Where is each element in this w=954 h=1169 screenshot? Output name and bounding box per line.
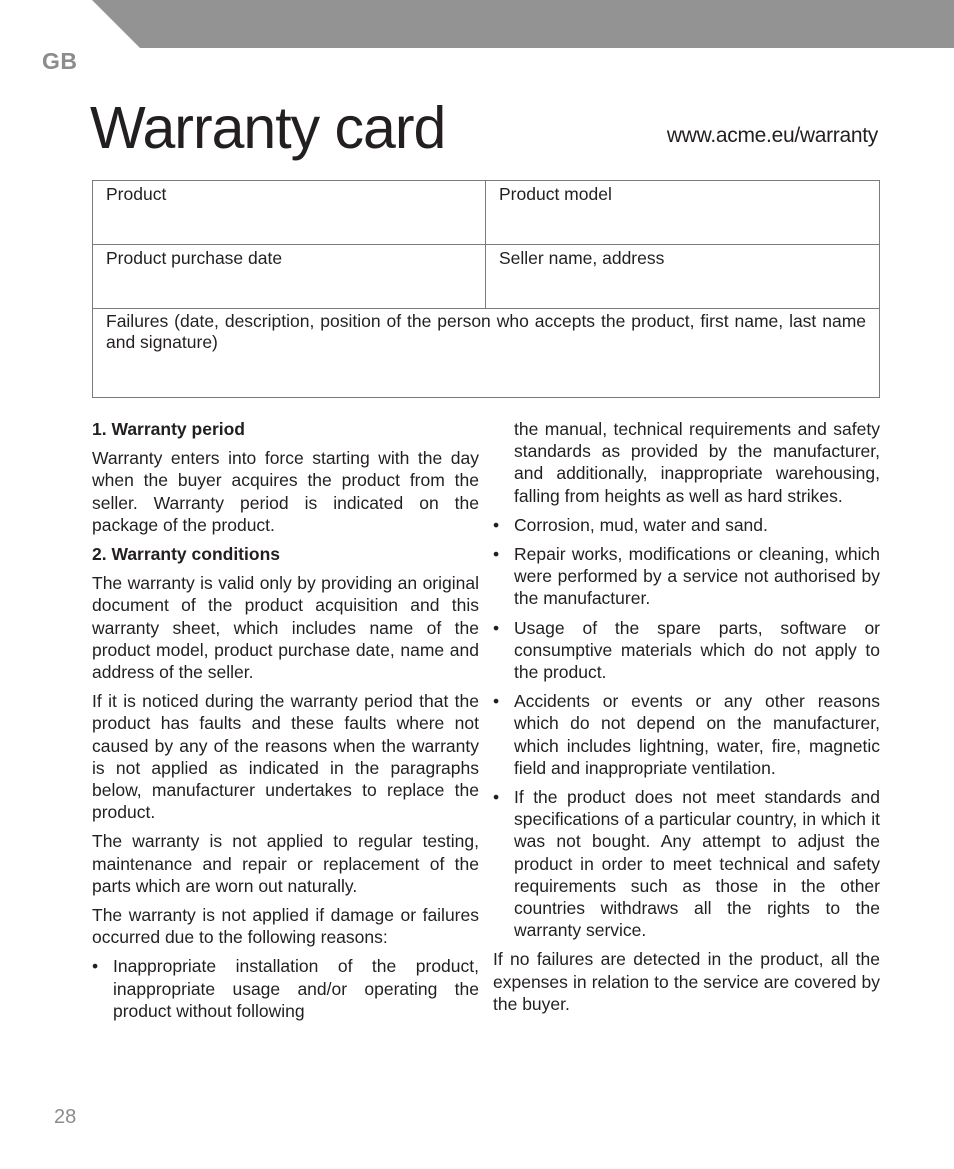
list-item: [493, 690, 880, 779]
bullet-mark: •: [493, 691, 500, 712]
exclusion-list: [493, 514, 880, 942]
product-model-field: Product model: [486, 181, 879, 245]
warranty-url: www.acme.eu/warranty: [666, 124, 878, 147]
bullet-mark: •: [493, 544, 500, 565]
bullet-mark: •: [493, 514, 500, 535]
product-field: Product: [93, 181, 486, 245]
list-item: [493, 617, 880, 684]
list-item-text: Corrosion, mud, water and sand.: [514, 514, 768, 535]
list-item: [493, 543, 880, 610]
language-tag: GB: [42, 48, 78, 74]
left-column: [92, 418, 479, 1029]
conditions-paragraph-3: The warranty is not applied to regular testing, maintenance and repair or replacement of the parts which are worn out naturally.: [92, 831, 479, 896]
right-column: [493, 418, 880, 1022]
exclusion-list-start: [92, 955, 479, 1022]
purchase-date-field: Product purchase date: [93, 245, 486, 309]
list-item-text: If the product does not meet standards and specifications of a particular country, in which it was not bought. Any attempt to adjust the product in order to meet technical and safety requirements such as those in the other countries withdraws all the rights to the warranty service.: [514, 787, 880, 941]
failures-field: Failures (date, description, position of the person who accepts the product, first name, last name and signature): [106, 311, 866, 352]
bullet-mark: •: [493, 617, 500, 638]
list-item-text: Accidents or events or any other reasons which do not depend on the manufacturer, which includes lightning, water, fire, magnetic field and inappropriate ventilation.: [514, 691, 880, 778]
list-item: [493, 514, 880, 536]
list-item-text: Repair works, modifications or cleaning, which were performed by a service not authorised by the manufacturer.: [514, 544, 880, 609]
header-bar: [0, 0, 954, 48]
list-item-continuation: the manual, technical requirements and safety standards as provided by the manufacturer, and additionally, inappropriate warehousing, falling from heights as well as hard strikes.: [514, 419, 880, 506]
bullet-mark: •: [493, 787, 500, 808]
warranty-period-text: Warranty enters into force starting with the day when the buyer acquires the product from the seller. Warranty period is indicated on the package of the product.: [92, 448, 479, 535]
seller-field: Seller name, address: [486, 245, 879, 309]
bullet-mark: •: [92, 956, 99, 977]
list-item-text: Usage of the spare parts, software or consumptive materials which do not apply to the product.: [514, 617, 880, 683]
page-number: 28: [54, 1106, 77, 1128]
warranty-conditions-heading: 2. Warranty conditions: [92, 544, 280, 565]
conditions-paragraph-4: The warranty is not applied if damage or failures occurred due to the following reasons:: [92, 905, 479, 948]
closing-paragraph: If no failures are detected in the product, all the expenses in relation to the service are covered by the buyer.: [493, 949, 880, 1014]
conditions-paragraph-2: If it is noticed during the warranty period that the product has faults and these faults where not caused by any of the reasons when the warranty is not applied as indicated in the paragraphs below, manufacturer undertakes to replace the product.: [92, 691, 479, 823]
warranty-period-heading: 1. Warranty period: [92, 419, 245, 439]
list-item: [92, 955, 479, 1022]
list-item-text: Inappropriate installation of the product, inappropriate usage and/or operating the product without following: [113, 956, 479, 1021]
page-title: Warranty card: [90, 95, 446, 161]
header-bar-shape: [0, 0, 954, 48]
conditions-paragraph-1: The warranty is valid only by providing an original document of the product acquisition and this warranty sheet, which includes name of the product model, product purchase date, name and address of the seller.: [92, 573, 479, 683]
list-item: [493, 786, 880, 941]
warranty-form: [92, 180, 880, 398]
